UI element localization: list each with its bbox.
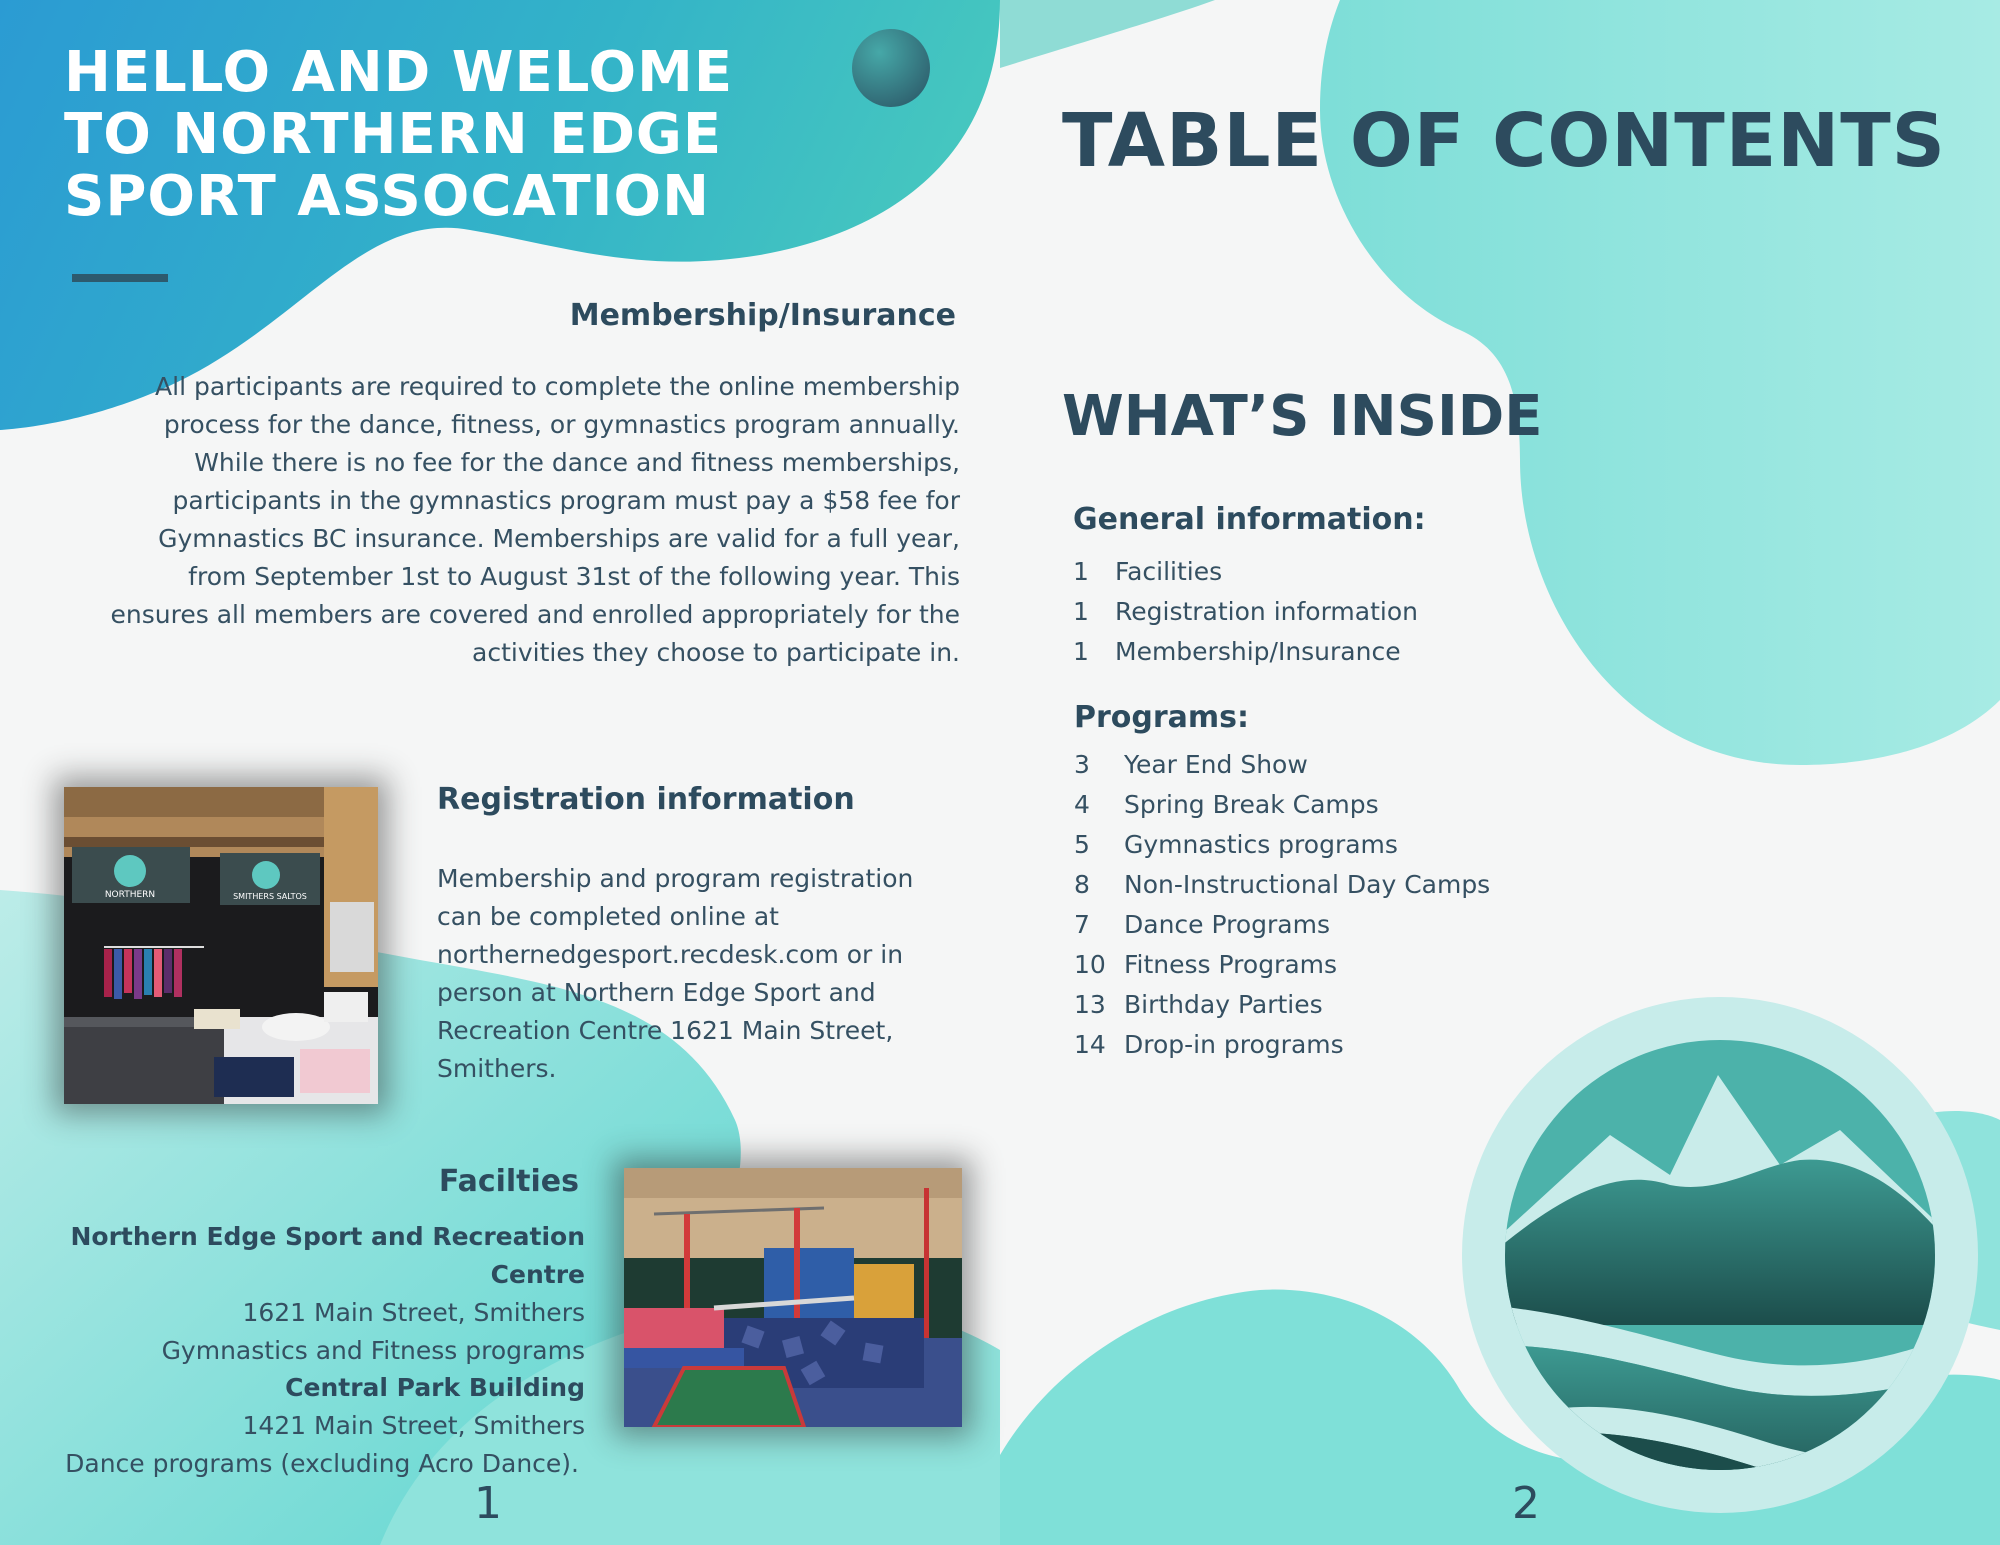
gymnasium-photo — [624, 1168, 962, 1427]
facilities-title: Facilties — [438, 1164, 579, 1199]
toc-item — [1073, 632, 1418, 672]
toc-item-label: Gymnastics programs — [1124, 830, 1398, 859]
facility-address: 1621 Main Street, Smithers — [242, 1298, 585, 1327]
facility-name: Northern Edge Sport and Recreation Centre — [70, 1222, 585, 1289]
toc-item — [1074, 985, 1490, 1025]
headline-line: HELLO AND WELOME — [64, 40, 734, 105]
headline-divider — [72, 274, 168, 282]
toc-item-page: 14 — [1074, 1030, 1106, 1059]
toc-item-page: 7 — [1074, 910, 1090, 939]
membership-line: All participants are required to complete the online membership — [155, 372, 960, 401]
page-number-2: 2 — [1512, 1478, 1540, 1529]
toc-item-page: 1 — [1073, 597, 1089, 626]
registration-line: Smithers. — [437, 1054, 557, 1083]
programs-heading: Programs: — [1074, 700, 1250, 735]
membership-body — [60, 368, 960, 672]
registration-line: northernedgesport.recdesk.com or in — [437, 940, 904, 969]
facility-name: Central Park Building — [285, 1373, 585, 1402]
registration-line: person at Northern Edge Sport and — [437, 978, 876, 1007]
toc-item — [1073, 552, 1418, 592]
membership-line: Gymnastics BC insurance. Memberships are valid for a full year, — [158, 524, 960, 553]
toc-item — [1074, 865, 1490, 905]
banner-text-left: NORTHERN — [104, 890, 156, 900]
facility-note: Gymnastics and Fitness programs — [161, 1336, 585, 1365]
toc-item-page: 4 — [1074, 790, 1090, 819]
programs-list — [1074, 745, 1490, 1065]
toc-item-label: Fitness Programs — [1124, 950, 1338, 979]
membership-line: ensures all members are covered and enrolled appropriately for the — [110, 600, 960, 629]
toc-item-label: Birthday Parties — [1124, 990, 1323, 1019]
toc-item-label: Spring Break Camps — [1124, 790, 1379, 819]
toc-item-label: Registration information — [1115, 597, 1418, 626]
membership-line: process for the dance, fitness, or gymnastics program annually. — [163, 410, 960, 439]
toc-item-page: 1 — [1073, 557, 1089, 586]
toc-item-page: 3 — [1074, 750, 1090, 779]
toc-item — [1074, 945, 1490, 985]
toc-item — [1074, 785, 1490, 825]
toc-item-page: 13 — [1074, 990, 1106, 1019]
toc-item-page: 10 — [1074, 950, 1106, 979]
membership-line: While there is no fee for the dance and fitness memberships, — [194, 448, 960, 477]
toc-title: TABLE OF CONTENTS — [1062, 98, 1946, 184]
general-info-heading: General information: — [1073, 502, 1426, 537]
headline-line: TO NORTHERN EDGE — [64, 102, 723, 167]
facility-location — [0, 1218, 585, 1370]
general-info-list — [1073, 552, 1418, 672]
toc-item-label: Membership/Insurance — [1115, 637, 1401, 666]
toc-item-label: Year End Show — [1124, 750, 1308, 779]
registration-line: Membership and program registration — [437, 864, 914, 893]
facility-address: 1421 Main Street, Smithers — [242, 1411, 585, 1440]
registration-line: Recreation Centre 1621 Main Street, — [437, 1016, 894, 1045]
toc-item — [1074, 905, 1490, 945]
membership-line: participants in the gymnastics program must pay a $58 fee for — [172, 486, 960, 515]
toc-item-page: 5 — [1074, 830, 1090, 859]
facility-location — [0, 1369, 585, 1483]
toc-item-label: Facilities — [1115, 557, 1223, 586]
toc-item — [1074, 1025, 1490, 1065]
page-number-1: 1 — [474, 1478, 502, 1529]
toc-item-page: 1 — [1073, 637, 1089, 666]
toc-item-page: 8 — [1074, 870, 1090, 899]
registration-booth-photo — [64, 787, 378, 1104]
registration-title: Registration information — [437, 782, 855, 817]
toc-item-label: Drop-in programs — [1124, 1030, 1344, 1059]
mountain-logo — [1460, 995, 1980, 1515]
toc-item — [1073, 592, 1418, 632]
banner-text-right: SMITHERS SALTOS — [233, 892, 307, 901]
welcome-headline — [64, 42, 764, 228]
toc-item — [1074, 745, 1490, 785]
membership-title: Membership/Insurance — [569, 298, 956, 333]
toc-item-label: Dance Programs — [1124, 910, 1330, 939]
headline-line: SPORT ASSOCATION — [64, 164, 710, 229]
whats-inside-title: WHAT’S INSIDE — [1062, 384, 1543, 449]
registration-body — [437, 860, 977, 1088]
facility-note: Dance programs (excluding Acro Dance). — [65, 1449, 579, 1478]
toc-item — [1074, 825, 1490, 865]
membership-line: activities they choose to participate in. — [472, 638, 960, 667]
toc-item-label: Non-Instructional Day Camps — [1124, 870, 1491, 899]
registration-line: can be completed online at — [437, 902, 779, 931]
membership-line: from September 1st to August 31st of the following year. This — [188, 562, 960, 591]
